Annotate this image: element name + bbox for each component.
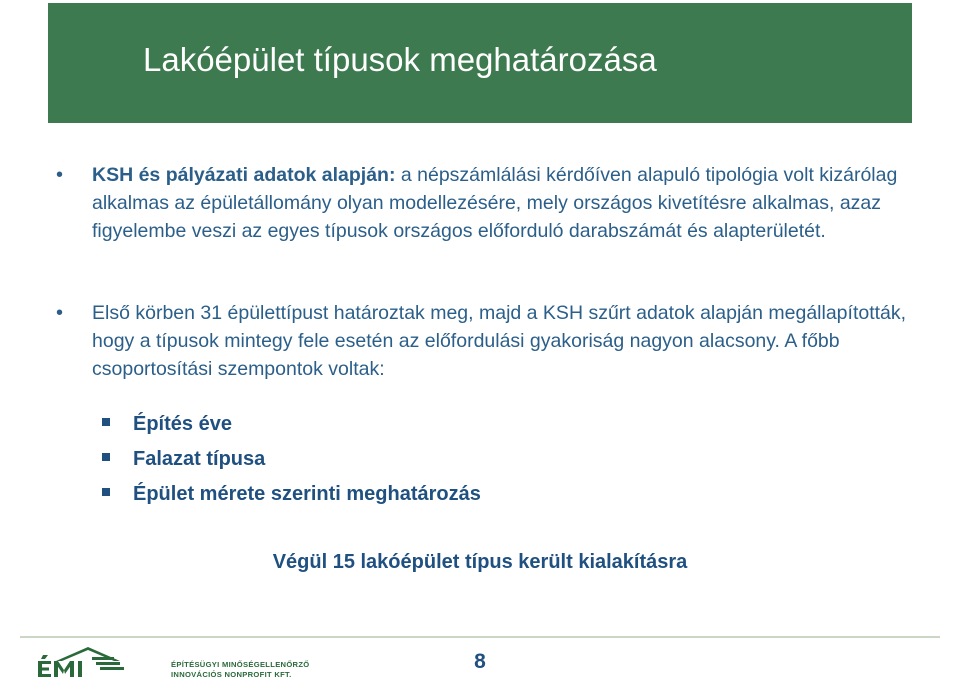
criteria-label: Falazat típusa [133, 448, 266, 470]
square-bullet-icon [102, 488, 110, 496]
slide-title: Lakóépület típusok meghatározása [143, 41, 657, 78]
footer-divider [20, 636, 940, 638]
bullet-dot-icon: • [56, 302, 64, 324]
bullet-1-lead: KSH és pályázati adatok alapján: [92, 164, 396, 186]
conclusion-text: Végül 15 lakóépület típus került kialakításra [272, 551, 688, 573]
logo-line-1: ÉPÍTÉSÜGYI MINŐSÉGELLENŐRZŐ [171, 660, 310, 669]
bullet-dot-icon: • [56, 164, 64, 186]
bullet-1-body: a népszámlálási kérdőíven alapuló tipológia volt kizárólag alkalmas az épületállomány olyan modellezésére, mely országos kivetítésre alkalmas, azaz figyelembe veszi az egyes típusok országos előforduló darabszámát és alapterületét. [92, 164, 898, 242]
page-number: 8 [474, 650, 486, 673]
criteria-item-3 [102, 481, 481, 507]
logo-line-2: INNOVÁCIÓS NONPROFIT KFT. [171, 670, 292, 679]
bullet-2 [56, 299, 916, 383]
bullet-2-text: Első körben 31 épülettípust határoztak meg, majd a KSH szűrt adatok alapján megállapították, hogy a típusok mintegy fele esetén az előfordulási gyakoriság nagyon alacsony. A főbb csoportosítási szempontok voltak: [92, 302, 907, 380]
criteria-label: Építés éve [133, 413, 232, 435]
bullet-1-text [92, 161, 916, 245]
criteria-item-2 [102, 446, 265, 472]
square-bullet-icon [102, 453, 110, 461]
criteria-label: Épület mérete szerinti meghatározás [133, 483, 481, 505]
bullet-1 [56, 161, 916, 245]
criteria-item-1 [102, 411, 232, 437]
square-bullet-icon [102, 418, 110, 426]
